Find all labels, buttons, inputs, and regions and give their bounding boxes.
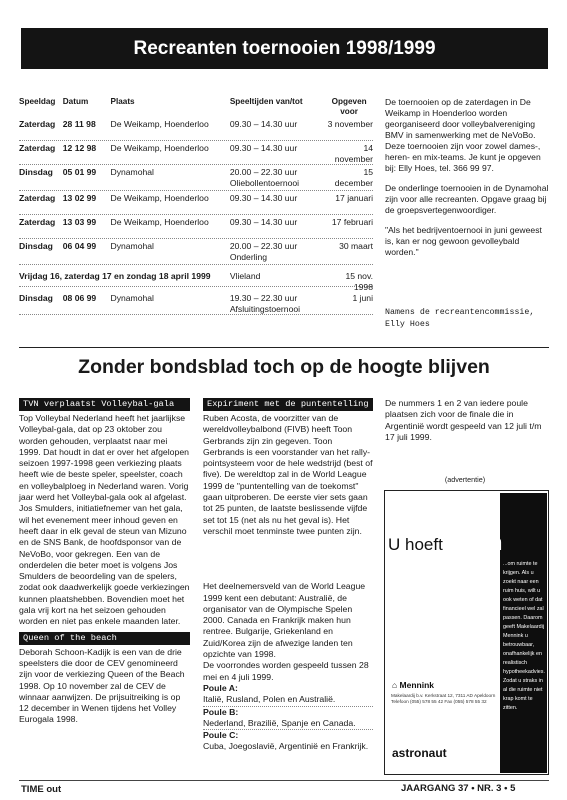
cell-date: 13 02 99	[62, 193, 97, 203]
schedule-header-row	[19, 97, 373, 119]
cell-day: Dinsdag	[19, 293, 53, 303]
poule-label: Poule A:	[203, 682, 238, 693]
advert-label: (advertentie)	[444, 475, 486, 484]
cell-date: 08 06 99	[62, 293, 97, 303]
cell-date: 06 04 99	[62, 241, 97, 251]
cell-signup: 17 februari	[331, 217, 373, 227]
article-headline: Zonder bondsblad toch op de hoogte blijven	[78, 356, 490, 378]
cell-time-value: 20.00 – 22.30 uur	[229, 167, 298, 177]
cell-note: Afsluitingstoernooi	[229, 303, 301, 314]
cell-time	[230, 193, 325, 214]
cell-time	[230, 241, 325, 264]
page-title-banner: Recreanten toernooien 1998/1999	[21, 28, 548, 69]
cell-time-value: 19.30 – 22.30 uur	[229, 293, 298, 303]
info-paragraph: De onderlinge toernooien in de Dynamohal zijn voor alle recreanten. Opgave graag bij de groepsvertegenwoordiger.	[385, 183, 549, 215]
cell-day: Zaterdag	[19, 217, 56, 227]
cell-signup: 1 juni	[352, 293, 373, 303]
advert-address: Makelaardij b.v. Kerkstraat 12, 7311 AD Apeldoorn Telefoon (055) 578 55 42 Fax (055) 578 55 32	[391, 693, 496, 704]
cell-date: 13 03 99	[62, 217, 97, 227]
cell-signup: 30 maart	[339, 241, 373, 251]
cell-date: 05 01 99	[62, 167, 97, 177]
cell-signup: 3 november	[327, 119, 373, 129]
cell-day: Zaterdag	[19, 119, 56, 129]
header-time: Speeltijden van/tot	[229, 97, 303, 106]
article-paragraph: Top Volleybal Nederland heeft het jaarlijkse Volleybal-gala, dat op 23 oktober zou worden gehouden, verplaatst naar mei 1999. Dat houdt in dat er over het afgelopen seizoen 1997-1998 geen verkiezing plaats heeft wie de beste speler, speelster, coach en volleybalploeg in Nederland waren. Vorig jaar werd het Volleybal-gala ook al afgelast.	[19, 413, 190, 503]
section-heading: Expiriment met de puntentelling	[203, 398, 373, 411]
footer-issue-info: JAARGANG 37 • NR. 3 • 5	[401, 783, 516, 794]
info-column	[385, 97, 550, 267]
schedule-rows	[19, 119, 373, 265]
cell-day: Zaterdag	[19, 193, 56, 203]
cell-place: Dynamohal	[110, 293, 154, 303]
poule-label: Poule B:	[203, 706, 239, 717]
cell-time-value: 09.30 – 14.30 uur	[229, 119, 298, 129]
table-row	[19, 217, 373, 239]
article-paragraph: Jos Smulders, initiatiefnemer van het gala, wil het evenement meer inhoud geven en heeft daar in elk geval de steun van Mizuno en de SNS Bank, de hoofdsponsor van de NeVoBo, voor gekregen. Een van de onderdelen die beter moet is volgens Jos Smulders de beoordeling van de spelers, zodat ook daadwerkelijk goede verkiezingen kunnen plaatshebben. Bovendien moet het gala vrij kort na het seizoen gehouden worden en niet pas enkele maanden later.	[19, 503, 190, 627]
cell-signup: 15 december	[334, 167, 373, 188]
cell-time	[230, 143, 325, 164]
advert-body: ...om ruimte te krijgen. Als u zoekt naar een ruim huis, wilt u ook weten of dat financieel wel zal passen. Daarom geeft Makelaardij Mennink u betrouwbaar, onafhankelijk en realistisch hypotheekadvies. Zodat u straks in al die ruimte niet krap komt te zitten.	[503, 561, 545, 711]
cell-place: De Weikamp, Hoenderloo	[110, 193, 209, 203]
long-row-signup: 15 nov. 1998	[345, 271, 373, 292]
cell-time-value: 09.30 – 14.30 uur	[229, 143, 298, 153]
cell-place: De Weikamp, Hoenderloo	[110, 217, 209, 227]
cell-date: 28 11 98	[62, 119, 96, 129]
info-paragraph: De toernooien op de zaterdagen in De Weikamp in Hoenderloo worden georganiseerd door volleybalvereniging BMV in samenwerking met de NeVoBo. Deze toernooien zijn voor zowel dames-, heren- en mix-teams. Je kunt je opgeven bij: Elly Hoes, tel. 366 99 97.	[385, 97, 541, 173]
advert-slogan	[392, 746, 494, 760]
table-row	[19, 241, 373, 265]
table-row	[19, 143, 373, 165]
article-column-3	[385, 398, 548, 443]
cell-time	[230, 293, 325, 314]
header-place: Plaats	[110, 97, 135, 106]
slogan-part1: astronaut	[392, 746, 447, 760]
cell-place: Dynamohal	[110, 167, 154, 177]
cell-time	[230, 217, 325, 238]
table-row	[19, 119, 373, 141]
article-column-1	[19, 398, 190, 726]
cell-time	[230, 167, 325, 190]
cell-day: Dinsdag	[19, 241, 53, 251]
section-divider	[19, 347, 549, 348]
cell-place: De Weikamp, Hoenderloo	[110, 143, 209, 153]
poule-teams: Cuba, Joegoslavië, Argentinië en Frankrijk.	[203, 741, 369, 752]
section-heading: TVN verplaatst Volleybal-gala	[19, 398, 190, 411]
table-row	[19, 271, 373, 292]
advert-headline-part1: U hoeft	[388, 535, 443, 554]
cell-time	[230, 119, 325, 140]
long-row-label: Vrijdag 16, zaterdag 17 en zondag 18 april 1999	[19, 271, 211, 281]
article-paragraph: De voorrondes worden gespeeld tussen 28 mei en 4 juli 1999.	[203, 660, 369, 682]
footer-magazine-name: TIME out	[21, 784, 62, 795]
article-paragraph: De nummers 1 en 2 van iedere poule plaatsen zich voor de finale die in Argentinië wordt gespeeld van 12 juli t/m 17 juli 1999.	[385, 398, 542, 442]
cell-day: Dinsdag	[19, 167, 53, 177]
cell-time-value: 09.30 – 14.30 uur	[229, 193, 298, 203]
footer-divider	[19, 780, 549, 781]
article-paragraph: Ruben Acosta, de voorzitter van de wereldvolleybalbond (FIVB) heeft Toon Gerbrands zijn zin gegeven. Toon Gerbrands is een voorstander van het rally-pointsysteem voor de hele wedstrijd (best of five). De wereldtop zal in de World League 1999 de "puntentelling van de toekomst" gaan uitproberen. De eerste vier sets gaan tot 25 punten, de laatste beslissende vijfde set tot 15 (net als nu het geval is). Het verschil moet tenminste twee punten zijn.	[203, 413, 373, 536]
slogan-part2: te zijn...	[450, 746, 495, 760]
cell-time-value: 09.30 – 14.30 uur	[229, 217, 298, 227]
header-day: Speeldag	[19, 97, 56, 106]
header-signup: Opgeven voor	[331, 97, 367, 116]
advert-headline-part2: geen	[453, 530, 503, 555]
advert-headline	[388, 530, 548, 556]
poule-label: Poule C:	[203, 730, 239, 741]
mennink-logo	[392, 680, 434, 690]
house-icon: ⌂	[392, 680, 398, 690]
cell-note: Onderling	[229, 251, 268, 262]
table-row	[19, 193, 373, 215]
long-row-place: Vlieland	[229, 271, 261, 281]
article-paragraph: Het deelnemersveld van de World League 1999 kent een debutant: Australië, de organisator van de Olympische Spelen 2000. Canada en Frankrijk maken hun rentree. Bulgarije, Griekenland en Zuid/Korea zijn de afwezige landen ten opzichte van 1998.	[203, 581, 366, 660]
logo-text: Mennink	[399, 680, 434, 690]
cell-date: 12 12 98	[62, 143, 97, 153]
cell-day: Zaterdag	[19, 143, 56, 153]
header-date: Datum	[62, 97, 89, 106]
table-row	[19, 167, 373, 191]
cell-note: Oliebollentoernooi	[229, 177, 300, 188]
cell-place: De Weikamp, Hoenderloo	[110, 119, 209, 129]
cell-time-value: 20.00 – 22.30 uur	[229, 241, 298, 251]
cell-place: Dynamohal	[110, 241, 154, 251]
article-paragraph: Deborah Schoon-Kadijk is een van de drie speelsters die door de CEV genomineerd zijn voor de verkiezing Queen of the Beach 1998. Op 10 november zal de CEV de winnaar aanwijzen. De prijsuitreiking is op 12 december in Wenen tijdens het Volley Eurogala 1998.	[19, 646, 185, 725]
table-row	[19, 293, 373, 315]
signature-block	[385, 307, 550, 331]
cell-signup: 17 januari	[335, 193, 373, 203]
quote-paragraph: "Als het bedrijventoernooi in juni geweest is, kan er nog gewoon gevolleybald worden."	[385, 225, 542, 257]
signature-line: Namens de recreantencommissie,	[385, 308, 535, 317]
poule-teams: Nederland, Brazilië, Spanje en Canada.	[203, 718, 373, 730]
article-column-2	[203, 398, 373, 753]
signature-name: Elly Hoes	[385, 320, 430, 329]
section-heading: Queen of the beach	[19, 632, 190, 645]
cell-signup: 14 november	[334, 143, 373, 164]
poule-teams: Italië, Rusland, Polen en Australië.	[203, 694, 373, 706]
schedule-table	[19, 97, 373, 315]
